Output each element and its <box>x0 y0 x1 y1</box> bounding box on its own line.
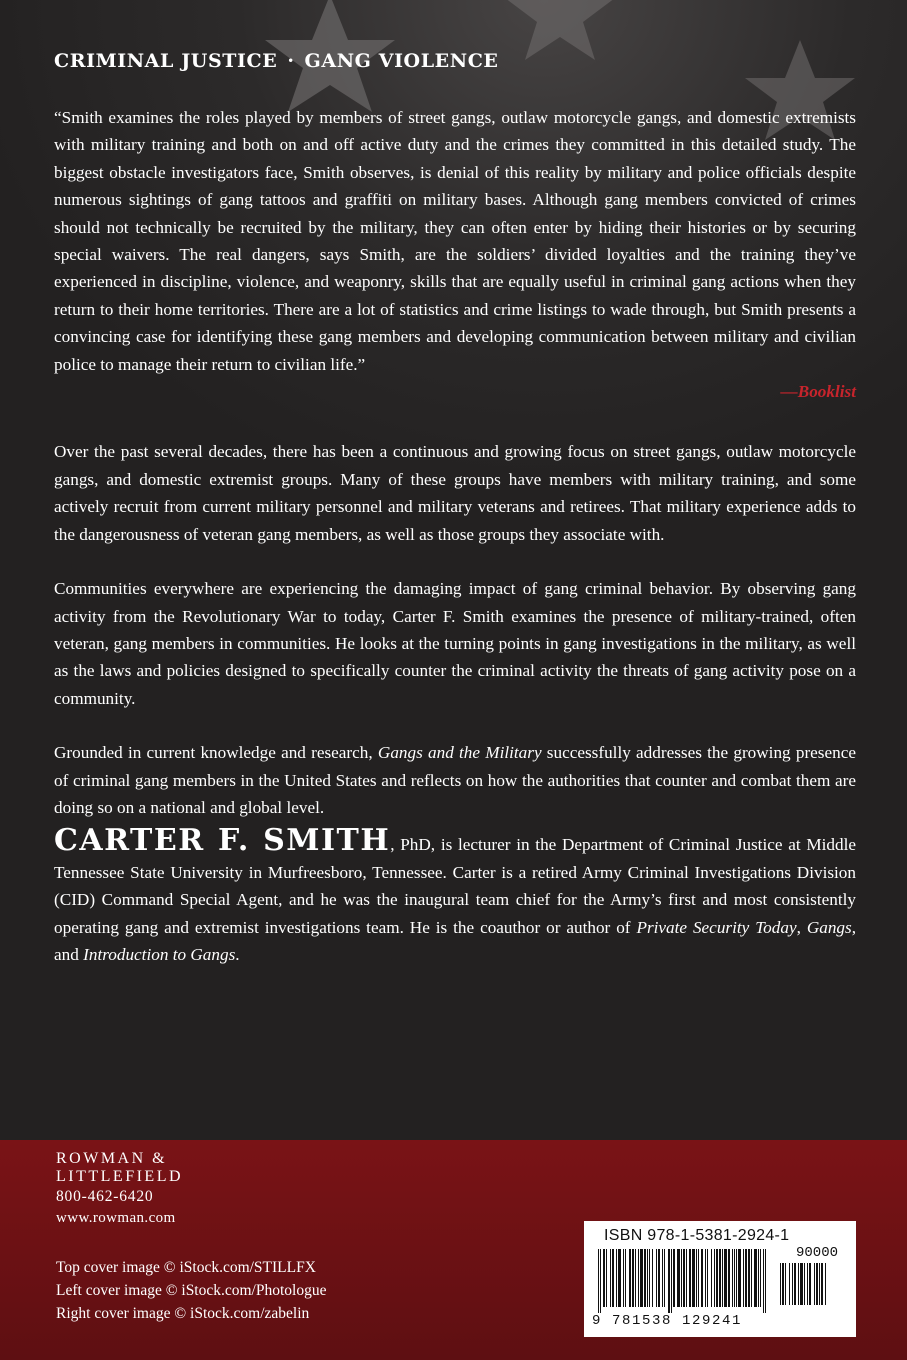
barcode-bars <box>598 1249 778 1315</box>
review-attribution: —Booklist <box>780 382 856 402</box>
paragraph-3-text-start: Grounded in current knowledge and research, <box>54 743 378 763</box>
barcode-bar <box>664 1249 665 1307</box>
barcode-bar <box>618 1249 621 1307</box>
barcode-bar <box>610 1249 611 1307</box>
barcode-bar <box>612 1249 614 1307</box>
back-cover-copy <box>54 104 856 968</box>
barcode-bar <box>798 1263 799 1305</box>
barcode-bar <box>760 1249 761 1307</box>
barcode-bar <box>782 1263 784 1305</box>
barcode-bar <box>763 1249 764 1313</box>
barcode-bar <box>696 1249 697 1307</box>
description-paragraph-2: Communities everywhere are experiencing the damaging impact of gang criminal behavior. By observing gang activity from the Revolutionary War to today, Carter F. Smith examines the presence of military-trained, often veteran, gang members in communities. He looks at the turning points in gang investigations in the military, as well as the laws and policies designed to specifically counter the criminal activity the threats of gang activity pose on a community. <box>54 579 856 708</box>
barcode-bar <box>734 1249 735 1307</box>
barcode-digits: 9 781538 129241 <box>592 1313 743 1329</box>
review-block <box>54 104 856 405</box>
credit-right: Right cover image © iStock.com/zabelin <box>56 1305 310 1322</box>
barcode-bar <box>681 1249 682 1307</box>
isbn-number: ISBN 978-1-5381-2924-1 <box>604 1227 790 1244</box>
category-criminal-justice: CRIMINAL JUSTICE <box>54 50 278 72</box>
publisher-website: www.rowman.com <box>56 1210 176 1226</box>
isbn-barcode <box>584 1221 856 1337</box>
barcode-bar <box>707 1249 708 1307</box>
barcode-bar <box>794 1263 796 1305</box>
barcode-bar <box>671 1249 672 1313</box>
barcode-bar <box>606 1249 607 1307</box>
publisher-info <box>56 1150 183 1228</box>
barcode-bar <box>625 1249 626 1307</box>
price-barcode-bars <box>780 1263 840 1313</box>
barcode-bar <box>647 1249 648 1307</box>
barcode-bar <box>623 1249 624 1307</box>
barcode-bar <box>598 1249 599 1313</box>
barcode-bar <box>692 1249 695 1307</box>
price-code: 90000 <box>795 1245 838 1261</box>
barcode-bar <box>649 1249 650 1307</box>
barcode-bar <box>668 1249 670 1313</box>
book-title: Gangs and the Military <box>377 743 542 763</box>
review-quote: “Smith examines the roles played by members of street gangs, outlaw motorcycle gangs, and domestic extremists with military training and both on and off active duty and the crimes they committed in this detailed study. The biggest obstacle investigators face, Smith observes, is denial of this reality by military and police officials despite numerous sightings of gang tattoos and graffiti on military bases. Although gang members convicted of crimes should not technically be recruited by the military, they can often enter by hiding their histories or by securing special waivers. The real dangers, says Smith, are the soldiers’ divided loyalties and the training they’ve experienced in discipline, violence, and weaponry, skills that are equally useful in criminal gang actions when they return to their home territories. There are a lot of statistics and crime listings to wade through, but Smith presents a convincing case for identifying these gang members and developing communication between military and civilian police to manage their return to civilian life.” <box>54 108 856 374</box>
barcode-bar <box>629 1249 631 1307</box>
barcode-bar <box>662 1249 663 1307</box>
category-header <box>54 50 499 72</box>
credit-top: Top cover image © iStock.com/STILLFX <box>56 1259 316 1276</box>
barcode-bar <box>616 1249 617 1307</box>
barcode-bar <box>603 1249 605 1307</box>
barcode-bar <box>600 1249 601 1313</box>
barcode-bar <box>686 1249 687 1307</box>
barcode-bar <box>821 1263 823 1305</box>
author-bio-text: , PhD, is lecturer in the Department of Criminal Justice at Middle Tennessee State University in Murfreesboro, Tennessee. Carter is a retired Army Criminal Investigations Division (CID) Command Special Agent, and he was the inaugural team chief for the Army’s first and most consistently operating gang and extremist investigations team. He is the coauthor or author of <box>54 835 856 937</box>
barcode-bar <box>804 1263 805 1305</box>
author-bio-separator: , <box>796 917 807 937</box>
barcode-bar <box>698 1249 699 1307</box>
publisher-name-line-2: LITTLEFIELD <box>56 1168 184 1185</box>
barcode-bar <box>807 1263 808 1305</box>
barcode-bar <box>716 1249 718 1307</box>
barcode-bar <box>719 1249 721 1307</box>
barcode-bar <box>722 1249 723 1307</box>
star-icon <box>505 0 615 60</box>
barcode-bar <box>724 1249 727 1307</box>
barcode-bar <box>814 1263 815 1305</box>
barcode-bar <box>732 1249 733 1307</box>
barcode-bar <box>743 1249 744 1307</box>
barcode-bar <box>765 1249 766 1313</box>
barcode-bar <box>825 1263 826 1305</box>
barcode-bar <box>819 1263 820 1305</box>
description-paragraph-1: Over the past several decades, there has been a continuous and growing focus on street gangs, outlaw motorcycle gangs, and domestic extremist groups. Many of these groups have members with military training, and some actively recruit from current military personnel and military veterans and retirees. That military experience adds to the dangerousness of veteran gang members, as well as those groups they associate with. <box>54 442 856 544</box>
category-gang-violence: GANG VIOLENCE <box>304 50 499 72</box>
barcode-bar <box>701 1249 703 1307</box>
barcode-bar <box>683 1249 685 1307</box>
barcode-bar <box>673 1249 675 1307</box>
image-credits <box>56 1256 326 1325</box>
barcode-bar <box>656 1249 657 1307</box>
author-bio <box>54 823 857 968</box>
barcode-bar <box>705 1249 706 1307</box>
barcode-bar <box>658 1249 660 1307</box>
barcode-bar <box>789 1263 790 1305</box>
barcode-bar <box>758 1249 759 1307</box>
barcode-bar <box>780 1263 781 1305</box>
barcode-bar <box>652 1249 653 1307</box>
barcode-bar <box>800 1263 803 1305</box>
author-name: CARTER F. SMITH <box>54 823 391 859</box>
barcode-bar <box>785 1263 786 1305</box>
barcode-bar <box>809 1263 811 1305</box>
barcode-bar <box>677 1249 680 1307</box>
barcode-bar <box>751 1249 752 1307</box>
publisher-name-line-1: ROWMAN & <box>56 1150 168 1167</box>
author-bio-end: . <box>235 944 240 964</box>
barcode-bar <box>738 1249 741 1307</box>
barcode-bar <box>745 1249 747 1307</box>
barcode-bar <box>748 1249 750 1307</box>
barcode-bar <box>754 1249 757 1307</box>
author-book-2: Gangs <box>806 917 852 937</box>
barcode-bar <box>736 1249 737 1307</box>
barcode-bar <box>635 1249 636 1307</box>
author-book-3: Introduction to Gangs <box>83 944 236 964</box>
barcode-bar <box>644 1249 646 1307</box>
barcode-bar <box>792 1263 793 1305</box>
credit-left: Left cover image © iStock.com/Photologue <box>56 1282 327 1299</box>
category-separator: · <box>287 50 295 72</box>
barcode-bar <box>728 1249 730 1307</box>
barcode-bar <box>689 1249 691 1307</box>
paragraph-3-text-end: successfully addresses the growing presence of criminal gang members in the United States and reflects on how the authorities that counter and combat them are doing so on a national and global level. <box>54 743 856 817</box>
barcode-bar <box>714 1249 715 1307</box>
barcode-bar <box>640 1249 643 1307</box>
publisher-phone: 800-462-6420 <box>56 1188 154 1205</box>
author-book-1: Private Security Today <box>636 917 797 937</box>
description-paragraph-3 <box>54 739 856 821</box>
barcode-bar <box>638 1249 639 1307</box>
barcode-bar <box>816 1263 818 1305</box>
barcode-bar <box>632 1249 634 1307</box>
author-bio-separator: , and <box>54 917 857 964</box>
barcode-bar <box>711 1249 712 1307</box>
